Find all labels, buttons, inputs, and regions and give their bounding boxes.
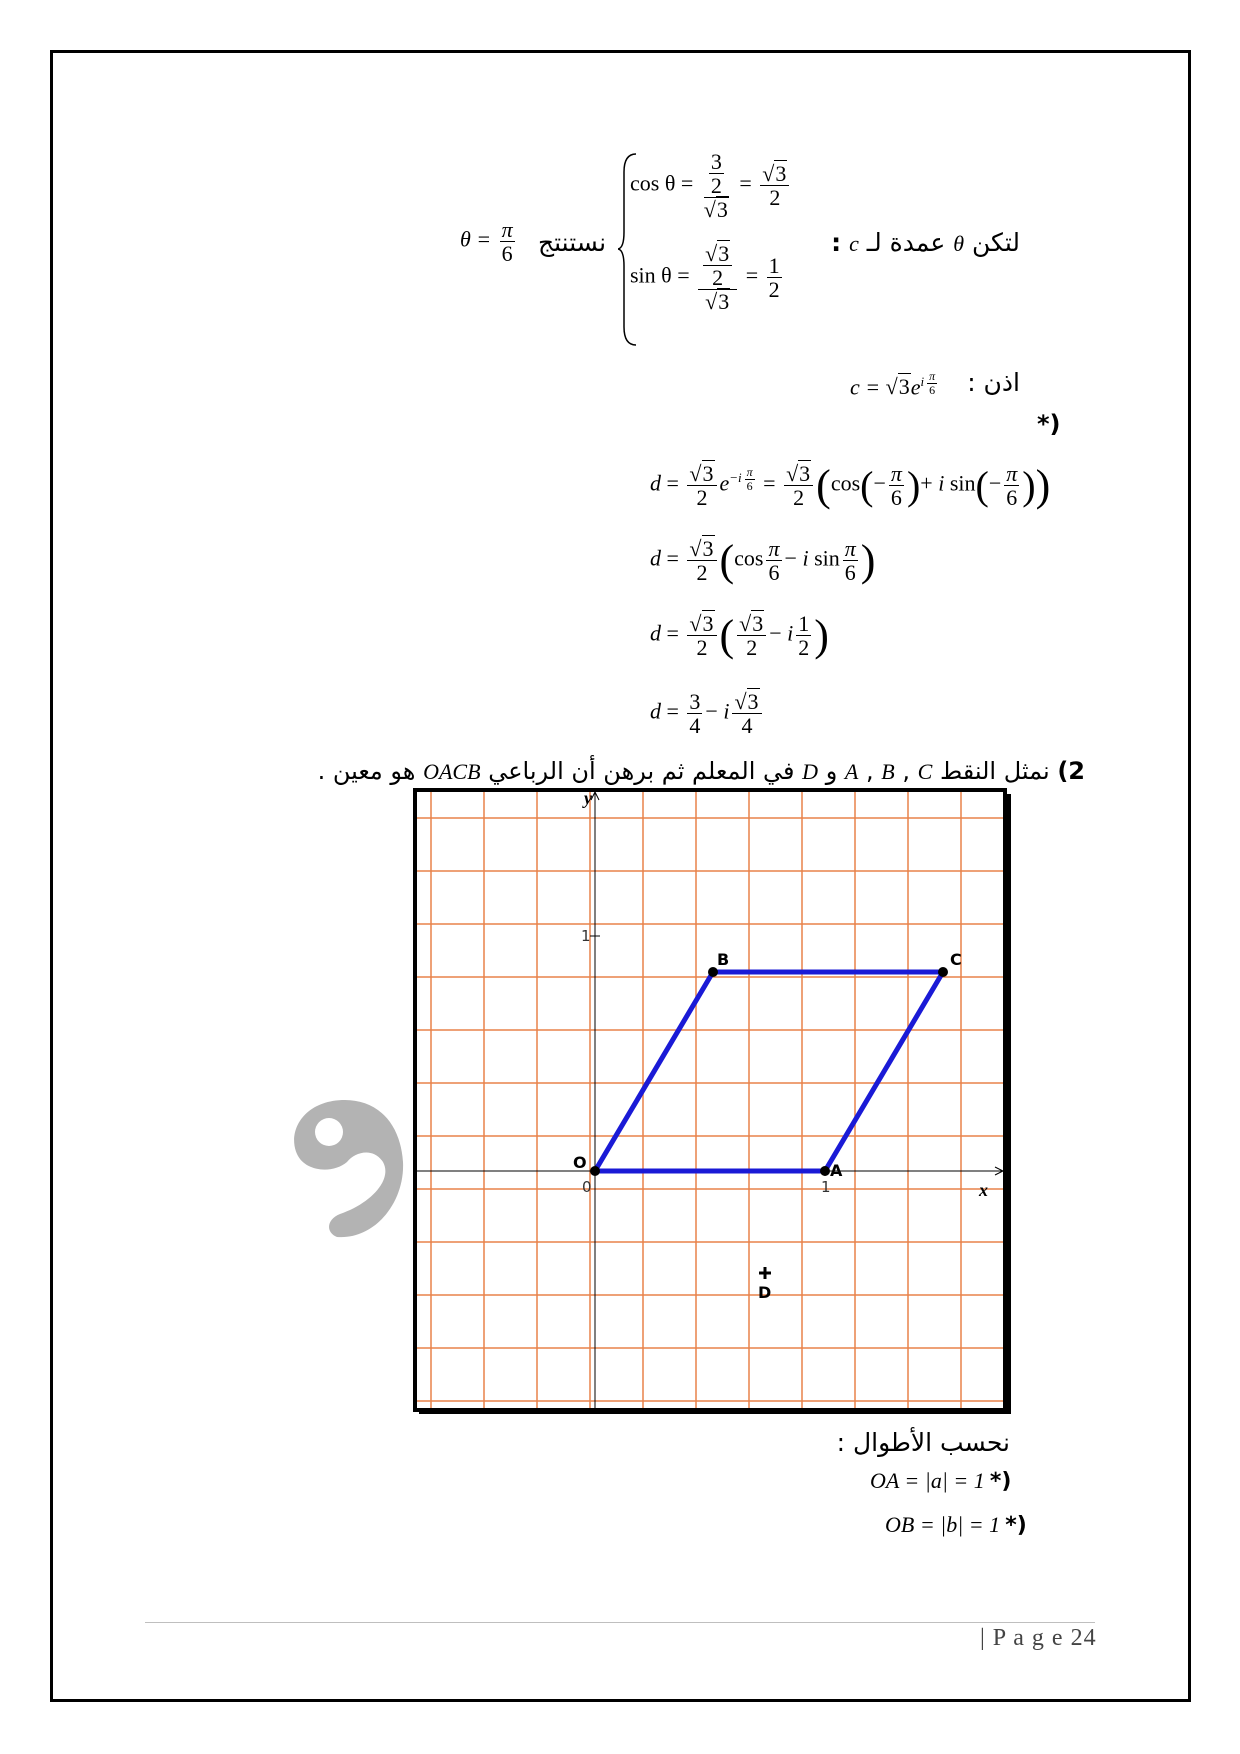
theta-derivation [460,140,1020,350]
cos-big-frac [702,150,731,221]
cos-big-num [704,150,729,198]
sin-result [767,254,782,301]
cos-line: cos θ = $\frac{\frac{3}{2}}{√3}$ = $\frac{√3}{2}$ [630,150,792,221]
cos-res-rad: 3 [775,161,787,187]
sin-big-den: √3 [705,289,730,315]
colon: : [831,228,842,257]
length-oa-line [870,1468,1030,1494]
graph-border [415,790,1005,1410]
q2-text-2: في المعلم ثم برهن أن الرباعي [488,757,795,785]
d-line-4: d = $\frac{3}{4}$ − i $\frac{√3}{4}$ [650,690,765,737]
theta-result [460,218,518,265]
conclude-text: نستنتج [538,228,607,257]
label-A: A [830,1161,843,1180]
footer-divider [145,1622,1095,1623]
length-ob: OB = |b| = 1 [885,1512,1001,1537]
d1-frac-a: $\frac{√3}{2}$ [687,462,716,509]
c-lhs: c = [850,374,886,400]
point-A-dot [820,1166,830,1176]
c-exp-pi: π [929,369,936,383]
cos-inner-den: 2 [710,173,722,199]
graph-shadow-right [1005,794,1011,1414]
six-den: 6 [501,241,513,267]
sin-inner-frac [703,242,732,289]
label-C: C [950,950,962,969]
cos-inner-num: 3 [710,149,722,174]
c-sqrt: √3 [885,374,910,400]
point-C-dot [938,967,948,977]
c-expression [850,370,940,400]
pi-num: π [501,217,513,242]
x-axis-label: x [979,1180,988,1200]
ob-star: (* [1005,1513,1027,1538]
c-line [850,362,1020,402]
argument-text: عمدة لـ [866,228,946,257]
cos-lhs: cos θ = [630,170,694,196]
sin-lhs: sin θ = [630,262,690,288]
c-sqrt-rad: 3 [898,374,910,400]
d1-frac-b: $\frac{√3}{2}$ [784,462,813,509]
hence-text: اذن : [967,368,1020,397]
theta-label [831,228,1020,257]
sin-inner-num: √3 [703,242,732,266]
lengths-heading: نحسب الأطوال : [836,1428,1010,1457]
cos-result [760,162,789,209]
q2-and: و [825,757,838,785]
star-marker: (* [1037,410,1061,438]
sin-line: sin θ = $\frac{\frac{√3}{2}}{√3}$ = $\frac{1}{2}$ [630,241,780,315]
sin-big-num [698,242,737,290]
coordinate-graph [413,788,1013,1418]
c-exp-i: i [920,374,925,390]
c-exp-frac [927,370,937,396]
label-B: B [717,950,730,969]
oa-star: (* [989,1469,1012,1494]
d-line-1: d = $\frac{√3}{2}$ $e^{-i \frac{\pi}{6}}$ = $\frac{√3}{2}$ (cos(− $\frac{\pi}{6}$ )+ i sin(− $\frac{\pi}{6}$ )) [650,460,1051,510]
q2-text-1: نمثل النقط [939,757,1050,785]
sin-den-rad: 3 [718,289,730,315]
cos-result-den: 2 [769,185,781,211]
pi-over-6 [500,218,515,265]
cos-inner-frac [709,150,724,197]
graph-shadow-bottom [419,1408,1009,1414]
q2-text-3: هو معين . [317,757,416,785]
point-O-dot [590,1166,600,1176]
cos-result-num: √3 [760,162,789,186]
tick-0-label: 0 [582,1178,592,1196]
c-e: e [910,374,921,400]
c-exponent [920,369,940,397]
tick-1x-label: 1 [821,1178,831,1196]
c-exp-six: 6 [929,382,936,397]
q2-B: B [881,759,895,784]
tick-1y-label: 1 [581,927,591,945]
q2-C: C [917,759,933,784]
length-oa: OA = |a| = 1 [870,1468,985,1493]
d-line-2: d = $\frac{√3}{2}$ (cos $\frac{\pi}{6}$ − i sin $\frac{\pi}{6}$ ) [650,535,876,585]
q2-number: 2) [1057,757,1085,785]
label-D: D [758,1283,772,1302]
page-number: | P a g e 24 [980,1625,1097,1651]
q2-A: A [844,759,859,784]
q2-quad: OACB [423,759,481,784]
sin-inner-den: 2 [712,265,724,291]
cos-big-den: √3 [703,197,728,223]
theta-result-lhs: θ = [460,226,492,252]
sin-result-den: 2 [768,277,780,303]
c-symbol: c [849,231,859,256]
y-axis-label: y [584,788,592,808]
q2-D: D [802,759,819,784]
let-text: لتكن [972,228,1020,257]
cos-den-rad: 3 [716,197,728,223]
d-line-3: d = $\frac{√3}{2}$ ( $\frac{√3}{2}$ − i $\frac{1}{2}$ ) [650,610,829,660]
watermark-logo [285,1092,410,1242]
sin-big-frac [698,242,737,313]
question-2: 2) نمثل النقط A , B , C و D في المعلم ثم برهن أن الرباعي OACB هو معين . [317,757,1085,785]
length-ob-line [885,1512,1045,1538]
sin-num-rad: 3 [718,241,730,266]
sin-result-num: 1 [768,253,780,279]
theta-symbol: θ [953,231,965,256]
label-O: O [573,1153,587,1172]
